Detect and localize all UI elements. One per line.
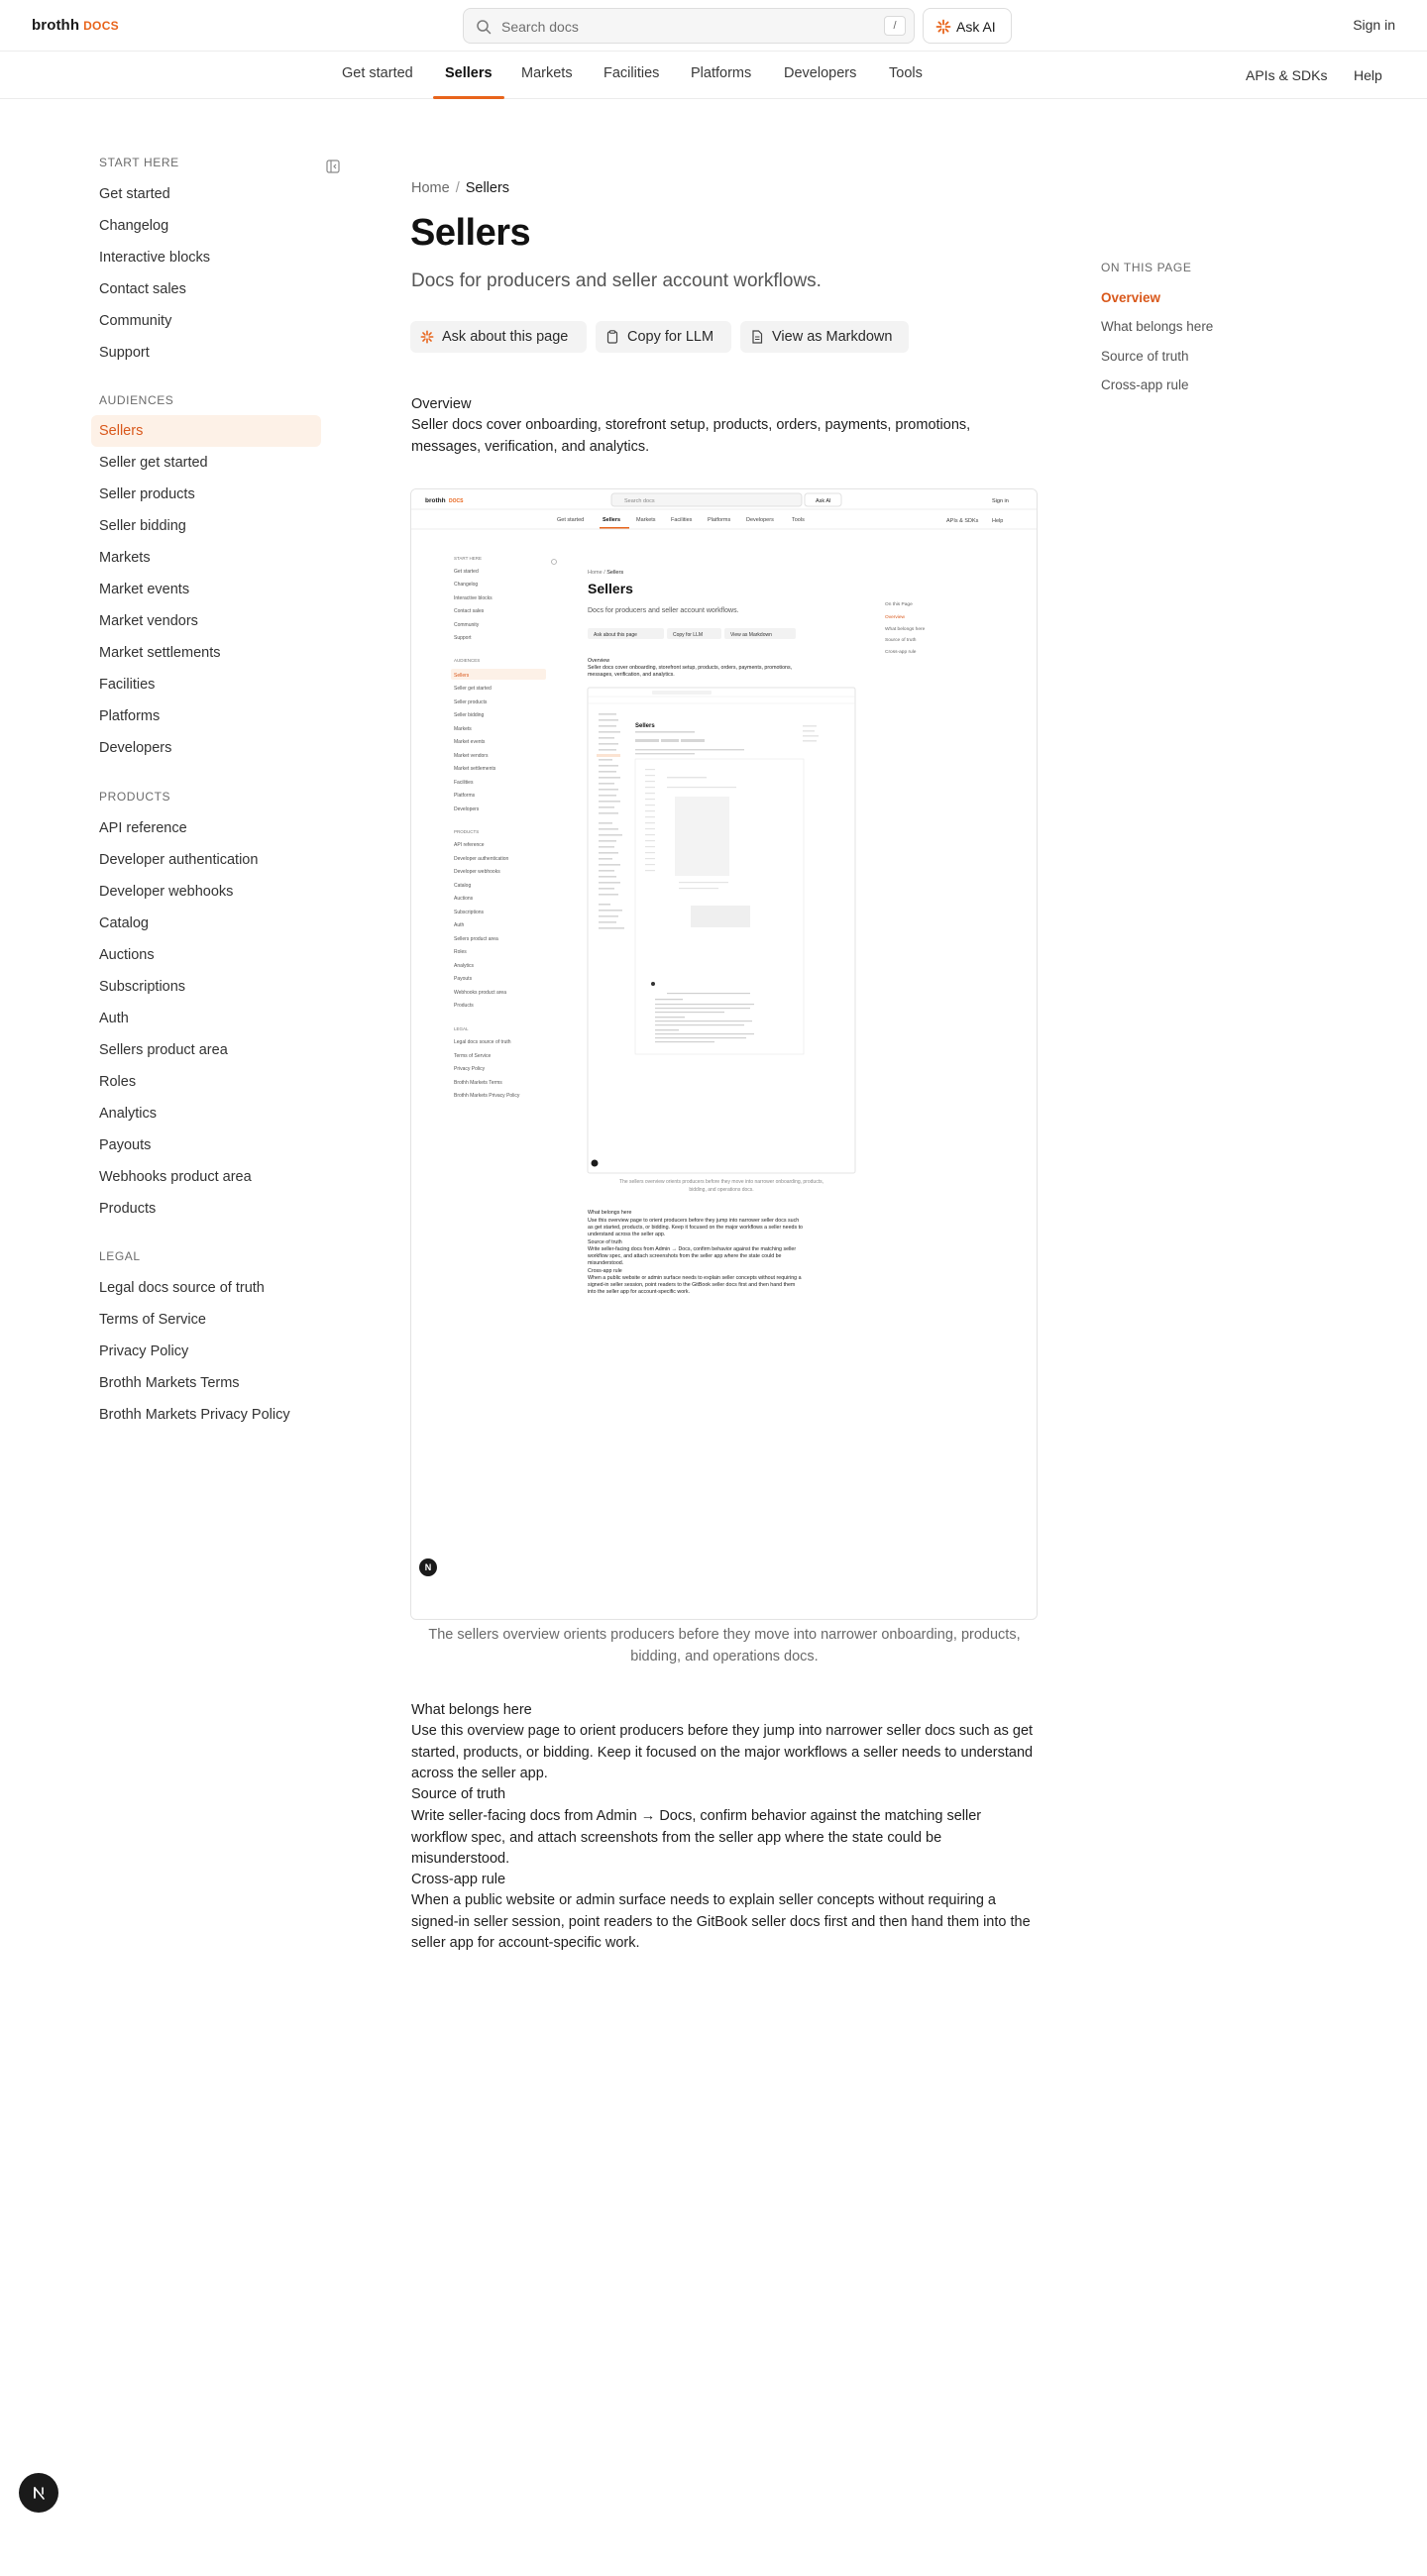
svg-text:signed-in seller session, poin: signed-in seller session, point readers to the GitBook seller docs first and then hand them — [588, 1282, 796, 1288]
svg-text:AUDIENCES: AUDIENCES — [454, 658, 481, 663]
svg-text:Analytics: Analytics — [454, 963, 475, 969]
svg-text:On this Page: On this Page — [885, 602, 913, 607]
tab-platforms[interactable]: Platforms — [691, 65, 752, 81]
sidebar-item-facilities[interactable]: Facilities — [99, 677, 156, 693]
active-tab-indicator — [433, 96, 504, 99]
toc-title: ON THIS PAGE — [1101, 261, 1192, 274]
sidebar-item-developer-authentication[interactable]: Developer authentication — [99, 852, 259, 868]
tab-developers[interactable]: Developers — [784, 65, 857, 81]
figure-avatar-badge: N — [419, 1558, 437, 1576]
clipboard-icon — [605, 330, 619, 344]
svg-text:The sellers overview orients p: The sellers overview orients producers before they move into narrower onboarding, products, — [619, 1179, 823, 1185]
sidebar-item-market-events[interactable]: Market events — [99, 582, 190, 597]
overview-screenshot — [410, 488, 1038, 1620]
svg-text:Brothh Markets Privacy Policy: Brothh Markets Privacy Policy — [454, 1093, 520, 1099]
svg-text:Privacy Policy: Privacy Policy — [454, 1066, 486, 1072]
svg-text:Overview: Overview — [588, 658, 610, 664]
sidebar-item-privacy-policy[interactable]: Privacy Policy — [99, 1343, 189, 1359]
svg-text:Products: Products — [454, 1003, 474, 1009]
sidebar-item-seller-bidding[interactable]: Seller bidding — [99, 518, 186, 534]
sidebar-item-webhooks-product-area[interactable]: Webhooks product area — [99, 1169, 252, 1185]
svg-text:Brothh Markets Terms: Brothh Markets Terms — [454, 1080, 502, 1086]
tab-sellers[interactable]: Sellers — [445, 65, 493, 81]
brand-logo[interactable] — [32, 17, 119, 34]
nextjs-badge-icon — [30, 2484, 48, 2502]
svg-text:Ask AI: Ask AI — [816, 498, 831, 504]
svg-text:When a public website or admin: When a public website or admin surface needs to explain seller concepts without requiring a — [588, 1275, 802, 1281]
svg-text:Developer authentication: Developer authentication — [454, 856, 509, 862]
sidebar-item-community[interactable]: Community — [99, 313, 172, 329]
svg-text:Search docs: Search docs — [624, 498, 655, 504]
sidebar-item-sellers[interactable]: Sellers — [91, 415, 321, 447]
sidebar-item-get-started[interactable]: Get started — [99, 186, 170, 202]
sidebar-item-platforms[interactable]: Platforms — [99, 708, 161, 724]
copy-for-llm-label: Copy for LLM — [627, 329, 714, 345]
svg-text:Auth: Auth — [454, 922, 465, 928]
brand-docs-label: DOCS — [83, 19, 119, 33]
svg-text:Seller get started: Seller get started — [454, 686, 492, 692]
sidebar-item-catalog[interactable]: Catalog — [99, 915, 149, 931]
svg-text:Sign in: Sign in — [992, 498, 1009, 504]
sidebar-item-interactive-blocks[interactable]: Interactive blocks — [99, 250, 211, 266]
svg-text:workflow spec, and attach scre: workflow spec, and attach screenshots from the seller app where the state could be — [588, 1253, 782, 1259]
svg-text:Source of truth: Source of truth — [588, 1239, 622, 1245]
screenshot-image — [411, 489, 1038, 1620]
top-header — [0, 0, 1427, 52]
svg-text:APIs & SDKs: APIs & SDKs — [946, 518, 979, 524]
ask-ai-label: Ask AI — [956, 19, 996, 35]
svg-text:Sellers: Sellers — [454, 673, 470, 679]
sidebar-item-markets[interactable]: Markets — [99, 550, 151, 566]
svg-text:Docs for producers and seller: Docs for producers and seller account workflows. — [588, 607, 739, 614]
svg-text:Seller products: Seller products — [454, 699, 488, 705]
svg-text:Sellers: Sellers — [588, 581, 633, 596]
svg-text:misunderstood.: misunderstood. — [588, 1260, 624, 1266]
svg-text:START HERE: START HERE — [454, 556, 483, 561]
svg-text:Seller bidding: Seller bidding — [454, 712, 485, 718]
section-text-cross-app-rule: When a public website or admin surface needs to explain seller concepts without requiring a signed-in seller session, point readers to the GitBook seller docs first and then hand them into the seller app for account-specific work. — [411, 1892, 1031, 1951]
sidebar-item-subscriptions[interactable]: Subscriptions — [99, 979, 186, 995]
search-placeholder: Search docs — [501, 19, 579, 35]
svg-text:understand across the seller a: understand across the seller app. — [588, 1232, 666, 1237]
ask-about-page-label: Ask about this page — [442, 329, 569, 345]
svg-text:Use this overview page to orie: Use this overview page to orient producers before they jump into narrower seller docs such — [588, 1218, 800, 1224]
svg-text:brothh: brothh — [425, 497, 446, 504]
toc-item-source-of-truth[interactable]: Source of truth — [1101, 349, 1189, 364]
svg-text:Market events: Market events — [454, 739, 486, 745]
svg-text:Developers: Developers — [454, 806, 480, 812]
sidebar-item-developer-webhooks[interactable]: Developer webhooks — [99, 884, 234, 900]
breadcrumb-separator: / — [455, 180, 460, 196]
apis-sdks-link[interactable]: APIs & SDKs — [1246, 67, 1328, 83]
svg-text:Facilities: Facilities — [454, 780, 474, 786]
svg-text:Developers: Developers — [746, 517, 774, 523]
svg-text:Sellers: Sellers — [603, 517, 621, 523]
toc-item-cross-app-rule[interactable]: Cross-app rule — [1101, 377, 1189, 392]
svg-text:Cross-app rule: Cross-app rule — [588, 1268, 622, 1274]
sidebar-item-auth[interactable]: Auth — [99, 1011, 129, 1026]
svg-text:Get started: Get started — [454, 569, 479, 575]
view-as-markdown-button[interactable] — [740, 321, 909, 353]
svg-text:Sellers product area: Sellers product area — [454, 936, 498, 942]
sidebar-item-api-reference[interactable]: API reference — [99, 820, 187, 836]
sidebar-section-legal: LEGAL — [99, 1249, 141, 1263]
svg-text:PRODUCTS: PRODUCTS — [454, 829, 480, 834]
svg-text:Platforms: Platforms — [708, 517, 731, 523]
copy-for-llm-button[interactable] — [596, 321, 731, 353]
overview-heading: Overview — [411, 396, 472, 412]
svg-text:Tools: Tools — [792, 517, 805, 523]
search-shortcut-key: / — [884, 16, 906, 36]
help-link[interactable]: Help — [1354, 67, 1382, 83]
tab-markets[interactable]: Markets — [521, 65, 573, 81]
svg-text:Copy for LLM: Copy for LLM — [673, 632, 704, 638]
svg-text:Markets: Markets — [454, 726, 472, 732]
svg-text:Terms of Service: Terms of Service — [454, 1053, 492, 1059]
sidebar-item-market-settlements[interactable]: Market settlements — [99, 645, 221, 661]
svg-text:Source of truth: Source of truth — [885, 638, 917, 643]
svg-text:messages, verification, and an: messages, verification, and analytics. — [588, 672, 675, 678]
section-heading-what-belongs: What belongs here — [411, 1702, 532, 1718]
sign-in-link[interactable]: Sign in — [1353, 17, 1395, 33]
svg-text:as get started, products, or b: as get started, products, or bidding. Keep it focused on the major workflows a seller needs to — [588, 1225, 803, 1231]
nextjs-badge-button[interactable] — [19, 2473, 58, 2513]
sidebar-item-seller-products[interactable]: Seller products — [99, 486, 195, 502]
svg-text:What belongs here: What belongs here — [588, 1210, 632, 1216]
svg-text:Interactive blocks: Interactive blocks — [454, 595, 493, 601]
svg-text:Webhooks product area: Webhooks product area — [454, 990, 506, 996]
svg-text:Markets: Markets — [636, 517, 656, 523]
svg-text:Subscriptions: Subscriptions — [454, 910, 485, 915]
figure-caption: The sellers overview orients producers before they move into narrower onboarding, products, bidding, and operations docs. — [428, 1627, 1021, 1664]
sidebar-item-auctions[interactable]: Auctions — [99, 947, 155, 963]
sidebar-section-start-here: START HERE — [99, 156, 179, 169]
svg-text:Support: Support — [454, 635, 472, 641]
svg-text:into the seller app for accoun: into the seller app for account-specific work. — [588, 1289, 691, 1295]
svg-text:View as Markdown: View as Markdown — [730, 632, 772, 638]
svg-text:Help: Help — [992, 518, 1004, 524]
sidebar-item-roles[interactable]: Roles — [99, 1074, 137, 1090]
svg-text:Write seller-facing docs from: Write seller-facing docs from Admin → Docs, confirm behavior against the matching seller — [588, 1246, 797, 1252]
sparkle-icon — [420, 330, 434, 344]
breadcrumb-current: Sellers — [465, 180, 510, 196]
svg-text:Seller docs cover onboarding,: Seller docs cover onboarding, storefront setup, products, orders, payments, promotions, — [588, 665, 793, 671]
sidebar-collapse-icon[interactable] — [326, 160, 340, 173]
sidebar-item-products[interactable]: Products — [99, 1201, 157, 1217]
search-icon — [476, 19, 492, 35]
svg-text:LEGAL: LEGAL — [454, 1026, 469, 1031]
search-input[interactable] — [463, 8, 915, 44]
svg-text:Platforms: Platforms — [454, 793, 476, 799]
toc-item-what-belongs-here[interactable]: What belongs here — [1101, 319, 1214, 334]
section-heading-cross-app-rule: Cross-app rule — [411, 1872, 506, 1887]
sidebar-item-brothh-markets-terms[interactable]: Brothh Markets Terms — [99, 1375, 240, 1391]
svg-text:Catalog: Catalog — [454, 883, 472, 889]
svg-text:What belongs here: What belongs here — [885, 627, 926, 632]
svg-text:DOCS: DOCS — [449, 498, 464, 504]
svg-text:Market settlements: Market settlements — [454, 766, 496, 772]
sidebar-item-support[interactable]: Support — [99, 345, 150, 361]
svg-text:Get started: Get started — [557, 517, 585, 523]
sidebar-item-terms-of-service[interactable]: Terms of Service — [99, 1312, 206, 1328]
sidebar-item-brothh-markets-privacy[interactable]: Brothh Markets Privacy Policy — [99, 1407, 290, 1423]
sidebar-item-seller-get-started[interactable]: Seller get started — [99, 455, 208, 471]
svg-text:Facilities: Facilities — [671, 517, 693, 523]
svg-text:Developer webhooks: Developer webhooks — [454, 869, 500, 875]
svg-text:Overview: Overview — [885, 615, 905, 620]
sparkle-icon — [935, 19, 951, 35]
sidebar-item-analytics[interactable]: Analytics — [99, 1106, 158, 1122]
svg-text:Roles: Roles — [454, 949, 467, 955]
svg-text:Payouts: Payouts — [454, 976, 473, 982]
page-title: Sellers — [410, 212, 531, 254]
sidebar-item-market-vendors[interactable]: Market vendors — [99, 613, 198, 629]
breadcrumb-home[interactable]: Home — [411, 180, 450, 196]
svg-text:Sellers: Sellers — [635, 723, 655, 729]
svg-text:Home / Sellers: Home / Sellers — [588, 570, 624, 576]
sidebar-item-changelog[interactable]: Changelog — [99, 218, 169, 234]
section-heading-source-of-truth: Source of truth — [411, 1786, 506, 1802]
brand-name: brothh — [32, 17, 80, 34]
tab-facilities[interactable]: Facilities — [604, 65, 660, 81]
svg-text:Changelog: Changelog — [454, 582, 479, 588]
tab-get-started[interactable]: Get started — [342, 65, 413, 81]
svg-text:bidding, and operations docs.: bidding, and operations docs. — [689, 1187, 754, 1193]
svg-text:Community: Community — [454, 622, 480, 628]
section-text-source-of-truth: Write seller-facing docs from Admin → Docs, confirm behavior against the matching seller workflow spec, and attach screenshots from the seller app where the state could be misunderstood. — [411, 1808, 982, 1867]
sidebar-item-contact-sales[interactable]: Contact sales — [99, 281, 186, 297]
ask-about-page-button[interactable] — [410, 321, 587, 353]
svg-text:Market vendors: Market vendors — [454, 753, 489, 759]
page-subtitle: Docs for producers and seller account workflows. — [411, 270, 822, 291]
overview-text: Seller docs cover onboarding, storefront setup, products, orders, payments, promotions, messages, verification, and analytics. — [411, 417, 971, 455]
section-text-what-belongs: Use this overview page to orient producers before they jump into narrower seller docs such as get started, products, or bidding. Keep it focused on the major workflows a seller needs to understand across the seller app. — [411, 1723, 1034, 1781]
sidebar-item-sellers-product-area[interactable]: Sellers product area — [99, 1042, 228, 1058]
sidebar-item-payouts[interactable]: Payouts — [99, 1137, 152, 1153]
tab-tools[interactable]: Tools — [889, 65, 923, 81]
svg-text:Legal docs source of truth: Legal docs source of truth — [454, 1039, 511, 1045]
section-nav — [0, 52, 1427, 99]
document-icon — [750, 330, 764, 344]
view-as-markdown-label: View as Markdown — [772, 329, 893, 345]
sidebar-section-audiences: AUDIENCES — [99, 393, 174, 407]
svg-text:Auctions: Auctions — [454, 896, 474, 902]
breadcrumb — [411, 180, 509, 196]
svg-text:Ask about this page: Ask about this page — [594, 632, 637, 638]
sidebar-item-legal-docs-source[interactable]: Legal docs source of truth — [99, 1280, 265, 1296]
toc-item-overview[interactable]: Overview — [1101, 290, 1161, 305]
svg-text:Cross-app rule: Cross-app rule — [885, 650, 917, 655]
sidebar-section-products: PRODUCTS — [99, 790, 171, 804]
sidebar-item-developers[interactable]: Developers — [99, 740, 172, 756]
ask-ai-button[interactable] — [923, 8, 1012, 44]
svg-text:API reference: API reference — [454, 842, 485, 848]
svg-text:Contact sales: Contact sales — [454, 608, 485, 614]
